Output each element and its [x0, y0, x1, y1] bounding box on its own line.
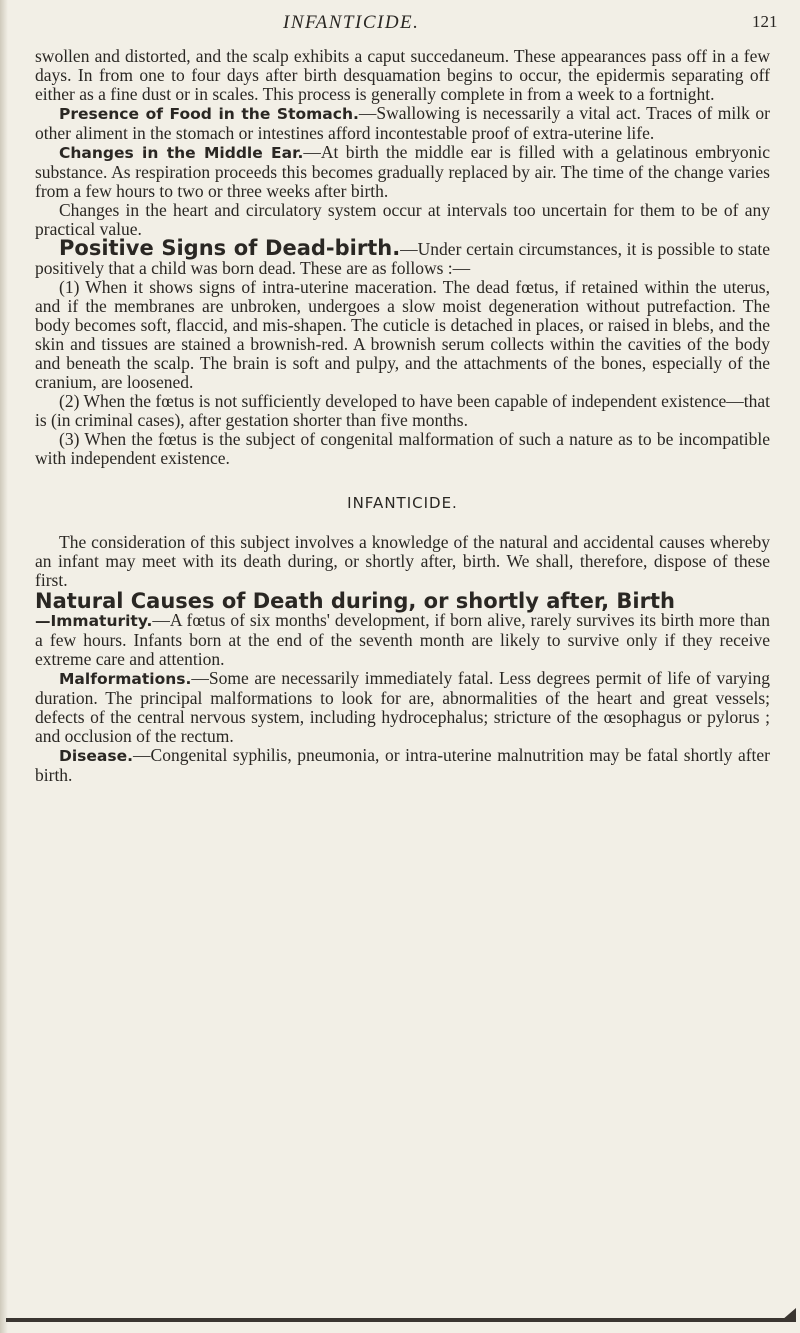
- bottom-rule: [6, 1318, 796, 1322]
- page-body: [35, 47, 770, 785]
- paragraph-infanticide-intro: The consideration of this subject involves a knowledge of the natural and accidental causes whereby an infant may meet with its death during, or shortly after, birth. We shall, therefore, dispose of these first.: [35, 532, 770, 590]
- page-number: 121: [752, 12, 778, 31]
- heading-food-in-stomach: Presence of Food in the Stomach.: [59, 105, 359, 123]
- page-gutter-shadow: [0, 0, 8, 1333]
- heading-malformations: Malformations.: [59, 670, 192, 688]
- heading-immaturity: —Immaturity.: [35, 612, 153, 630]
- middle-ear-text: —At birth the middle ear is filled with a gelatinous embryonic substance. As respiration proceeds this becomes gradually replaced by air. The time of the change varies from a few hours to two or three weeks after birth.: [35, 142, 770, 201]
- paragraph-middle-ear: [35, 143, 770, 201]
- paragraph-food: [35, 104, 770, 143]
- paragraph-malformations: [35, 669, 770, 746]
- food-text: —Swallowing is necessarily a vital act. Traces of milk or other aliment in the stomach or intestines afford incontestable proof of extra-uterine life.: [35, 103, 770, 143]
- malformations-text: —Some are necessarily immediately fatal. Less degrees permit of life of varying duration. The principal malformations to look for are, abnormalities of the heart and great vessels; defects of the central nervous system, including hydrocephalus; stricture of the œsophagus or pylorus ; and occlusion of the rectum.: [35, 668, 770, 746]
- immaturity-text: —A fœtus of six months' development, if born alive, rarely survives its birth more than a few hours. Infants born at the end of the seventh month are likely to survive only if they receive extreme care and attention.: [35, 610, 770, 669]
- heading-middle-ear: Changes in the Middle Ear.: [59, 144, 304, 162]
- heading-disease: Disease.: [59, 747, 134, 765]
- list-item-undeveloped: (2) When the fœtus is not sufficiently developed to have been capable of independent existence—that is (in criminal cases), after gestation shorter than five months.: [35, 391, 770, 430]
- paragraph-caput: swollen and distorted, and the scalp exhibits a caput succedaneum. These appearances pass off in a few days. In from one to four days after birth desquamation begins to occur, the epidermis separating off either as a fine dust or in scales. This process is generally complete in from a week to a fortnight.: [35, 46, 770, 104]
- heading-natural-causes: Natural Causes of Death during, or shortly after, Birth: [35, 589, 675, 613]
- list-item-maceration: (1) When it shows signs of intra-uterine maceration. The dead fœtus, if retained within the uterus, and if the membranes are unbroken, undergoes a slow moist degeneration without putrefaction. The body becomes soft, flaccid, and mis-shapen. The cuticle is detached in places, or raised in blebs, and the skin and tissues are stained a brownish-red. A brownish serum collects within the cavities of the body and beneath the scalp. The brain is soft and pulpy, and the attachments of the bones, especially of the cranium, are loosened.: [35, 277, 770, 392]
- page-header: [0, 6, 800, 42]
- section-title: INFANTICIDE.: [347, 494, 458, 512]
- list-item-malformation: (3) When the fœtus is the subject of congenital malformation of such a nature as to be incompatible with independent existence.: [35, 429, 770, 468]
- dead-birth-text: —Under certain circumstances, it is possible to state positively that a child was born dead. These are as follows :—: [35, 239, 770, 278]
- paragraph-heart: Changes in the heart and circulatory system occur at intervals too uncertain for them to be of any practical value.: [35, 200, 770, 239]
- corner-mark: [782, 1308, 796, 1320]
- disease-text: —Congenital syphilis, pneumonia, or intra-uterine malnutrition may be fatal shortly after birth.: [35, 745, 770, 785]
- paragraph-dead-birth: [35, 236, 770, 278]
- paragraph-disease: [35, 746, 770, 785]
- paragraph-immaturity: [35, 611, 770, 669]
- heading-dead-birth: Positive Signs of Dead-birth.: [59, 236, 401, 260]
- running-head: INFANTICIDE.: [283, 12, 420, 33]
